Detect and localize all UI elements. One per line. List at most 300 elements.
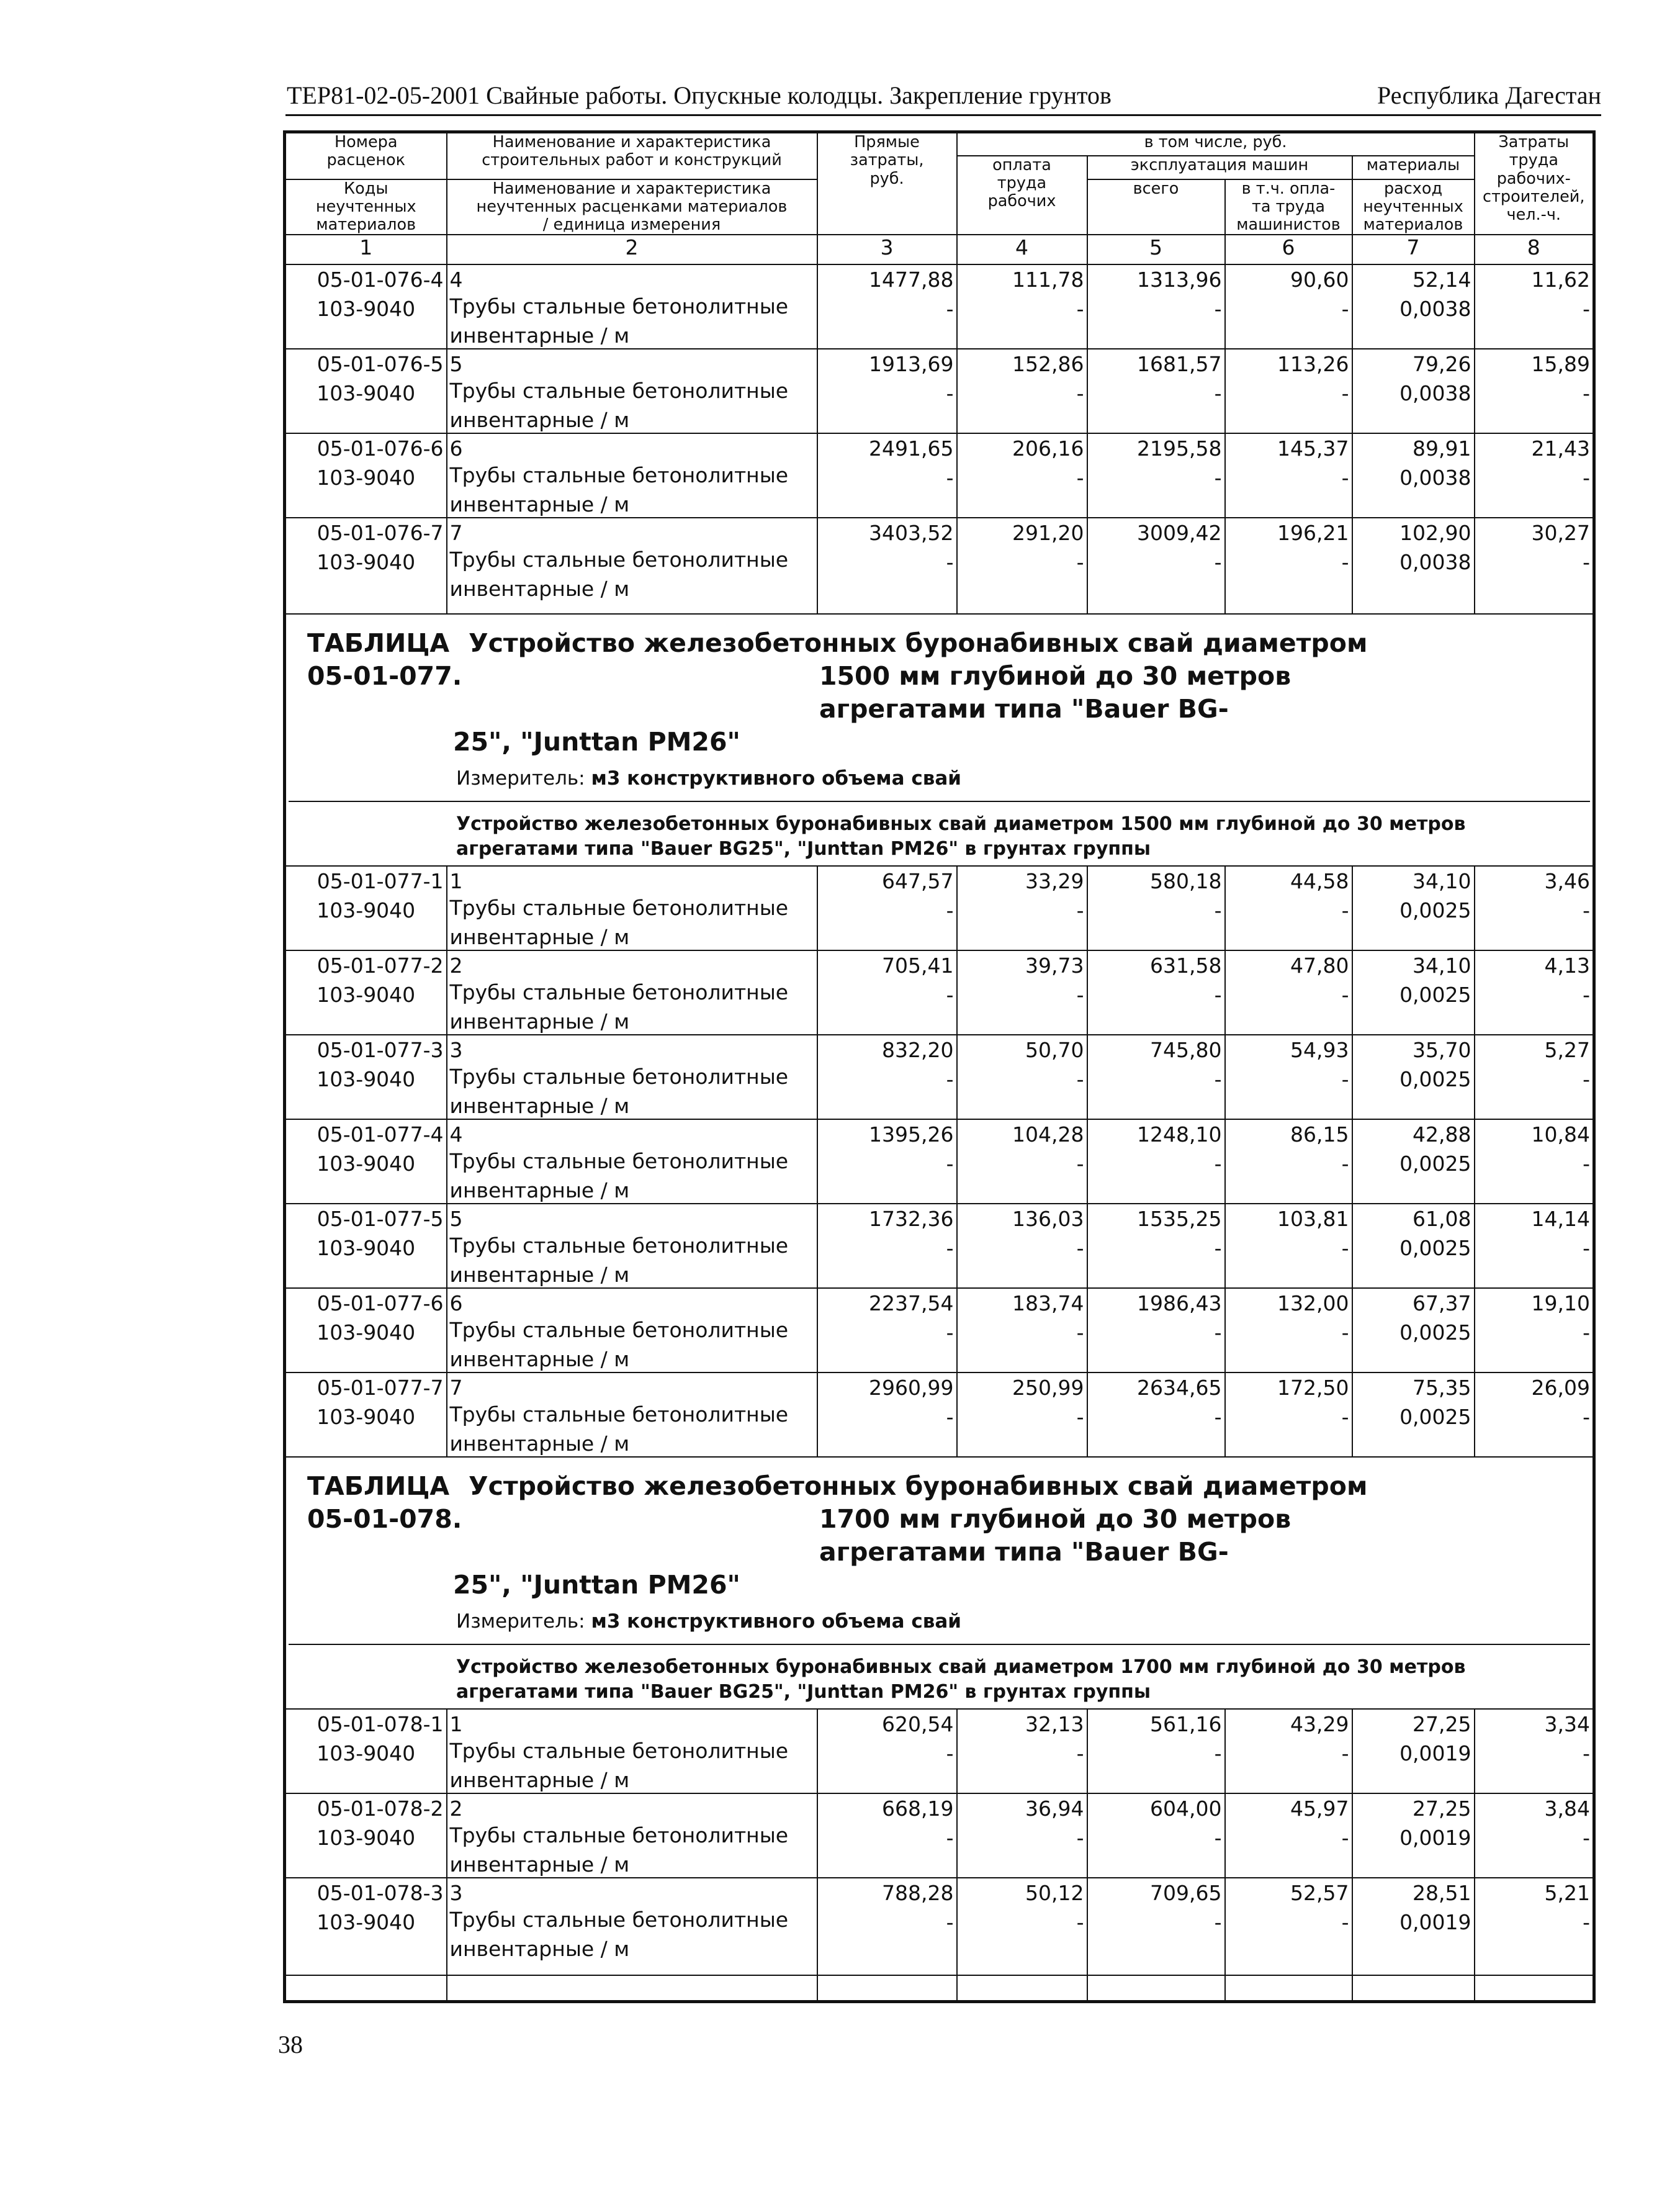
empty-cell <box>1352 1431 1475 1457</box>
rate-value-c7: 102,90 <box>1352 518 1475 548</box>
rate-value-c5: 709,65 <box>1087 1878 1225 1908</box>
material-name: Трубы стальные бетонолитные <box>447 980 817 1009</box>
empty-cell <box>1087 925 1225 950</box>
empty-cell <box>1225 492 1352 518</box>
empty-cell <box>957 1975 1087 2001</box>
rate-value-c3: 1732,36 <box>817 1204 957 1233</box>
material-dash-c6: - <box>1225 1318 1352 1347</box>
table-078-heading-line: 1700 мм глубиной до 30 метров агрегатами типа "Bauer BG- <box>819 1504 1291 1567</box>
empty-cell <box>817 1094 957 1119</box>
rate-value-c8: 3,46 <box>1475 866 1594 896</box>
rate-value-c4: 33,29 <box>957 866 1087 896</box>
material-row-cont <box>285 925 1594 950</box>
col-header-rate-number <box>285 132 447 179</box>
material-row-cont <box>285 408 1594 433</box>
labor-costs-header-line: чел.-ч. <box>1506 205 1561 225</box>
rate-value-c7: 27,25 <box>1352 1709 1475 1739</box>
spacer-row <box>285 1962 1594 1975</box>
column-number: 8 <box>1475 235 1594 264</box>
rate-row <box>285 1793 1594 1823</box>
table-077-subtitle-line: Устройство железобетонных буронабивных свай диаметром 1500 мм глубиной до 30 метров <box>456 813 1466 836</box>
empty-cell <box>1225 1263 1352 1288</box>
rate-row <box>285 1372 1594 1402</box>
rate-value-c6: 45,97 <box>1225 1793 1352 1823</box>
empty-cell <box>1475 1178 1594 1204</box>
empty-cell <box>285 1768 447 1793</box>
rate-value-c5: 580,18 <box>1087 866 1225 896</box>
table-077-measure-value: м3 конструктивного объема свай <box>591 767 961 790</box>
rate-code: 05-01-078-1 <box>285 1709 447 1739</box>
empty-cell <box>285 1937 447 1962</box>
operator-pay-header-line: в т.ч. опла- <box>1241 179 1336 198</box>
empty-cell <box>1352 1009 1475 1035</box>
material-consumption: 0,0025 <box>1352 1065 1475 1094</box>
rate-value-c5: 2634,65 <box>1087 1372 1225 1402</box>
material-consumption: 0,0038 <box>1352 463 1475 492</box>
material-code: 103-9040 <box>285 379 447 408</box>
empty-cell <box>1225 1852 1352 1878</box>
material-dash-c3: - <box>817 379 957 408</box>
material-dash-c3: - <box>817 1739 957 1768</box>
material-row <box>285 379 1594 408</box>
material-row <box>285 294 1594 323</box>
material-codes-header-line: неучтенных <box>315 197 416 216</box>
material-consumption-header-line: неучтенных <box>1363 197 1463 216</box>
rate-row <box>285 1204 1594 1233</box>
material-row-cont <box>285 577 1594 602</box>
empty-cell <box>817 1263 957 1288</box>
empty-cell <box>1475 492 1594 518</box>
material-dash-c8: - <box>1475 896 1594 925</box>
empty-cell <box>1087 1263 1225 1288</box>
material-consumption: 0,0025 <box>1352 1233 1475 1263</box>
col-header-including: в том числе, руб. <box>957 132 1475 156</box>
empty-cell <box>817 1852 957 1878</box>
material-row <box>285 548 1594 577</box>
rate-code: 05-01-077-6 <box>285 1288 447 1318</box>
empty-cell <box>285 1094 447 1119</box>
material-dash-c3: - <box>817 1149 957 1178</box>
rates-table <box>283 130 1596 2003</box>
column-number: 6 <box>1225 235 1352 264</box>
empty-cell <box>285 492 447 518</box>
material-row <box>285 1908 1594 1937</box>
material-name: Трубы стальные бетонолитные <box>447 1233 817 1263</box>
material-row <box>285 1149 1594 1178</box>
labor-costs-header-line: строителей, <box>1483 187 1585 206</box>
rate-value-c6: 44,58 <box>1225 866 1352 896</box>
material-name: Трубы стальные бетонолитные <box>447 463 817 492</box>
table-077-title-row <box>285 614 1594 866</box>
table-077-subtitle-line: агрегатами типа "Bauer BG25", "Junttan PM26" в грунтах группы <box>456 838 1151 860</box>
material-consumption: 0,0019 <box>1352 1739 1475 1768</box>
rate-value-c3: 1477,88 <box>817 264 957 294</box>
empty-cell <box>1087 1962 1225 1975</box>
page-number: 38 <box>278 2030 303 2058</box>
empty-cell <box>1475 1094 1594 1119</box>
rate-value-c6: 90,60 <box>1225 264 1352 294</box>
material-dash-c3: - <box>817 294 957 323</box>
material-row <box>285 1823 1594 1852</box>
rate-value-c4: 183,74 <box>957 1288 1087 1318</box>
material-dash-c5: - <box>1087 294 1225 323</box>
table-078-label: ТАБЛИЦА 05-01-078. <box>307 1471 462 1535</box>
material-dash-c4: - <box>957 1823 1087 1852</box>
empty-cell <box>1475 1263 1594 1288</box>
empty-cell <box>1087 1094 1225 1119</box>
empty-cell <box>1225 1975 1352 2001</box>
rate-value-c3: 3403,52 <box>817 518 957 548</box>
rate-value-c4: 32,13 <box>957 1709 1087 1739</box>
work-name-header-line: строительных работ и конструкций <box>482 151 782 170</box>
empty-cell <box>1225 408 1352 433</box>
material-dash-c6: - <box>1225 463 1352 492</box>
rate-value-c4: 152,86 <box>957 349 1087 379</box>
rate-value-c4: 50,70 <box>957 1035 1087 1065</box>
empty-cell <box>447 602 817 614</box>
empty-cell <box>1352 1263 1475 1288</box>
material-dash-c5: - <box>1087 1908 1225 1937</box>
material-consumption: 0,0019 <box>1352 1823 1475 1852</box>
empty-cell <box>1352 1347 1475 1372</box>
col-header-work-name <box>447 132 817 179</box>
empty-cell <box>1087 1178 1225 1204</box>
rate-value-c4: 36,94 <box>957 1793 1087 1823</box>
material-code: 103-9040 <box>285 1402 447 1431</box>
document-title: ТЕР81-02-05-2001 Свайные работы. Опускные колодцы. Закрепление грунтов <box>287 81 1112 109</box>
empty-cell <box>1225 577 1352 602</box>
material-row-cont <box>285 492 1594 518</box>
empty-cell <box>285 1431 447 1457</box>
material-consumption: 0,0019 <box>1352 1908 1475 1937</box>
rate-code: 05-01-076-4 <box>285 264 447 294</box>
empty-cell <box>1087 602 1225 614</box>
material-dash-c8: - <box>1475 1739 1594 1768</box>
rate-value-c5: 604,00 <box>1087 1793 1225 1823</box>
page-header <box>285 76 1601 116</box>
material-dash-c6: - <box>1225 294 1352 323</box>
empty-cell <box>285 1347 447 1372</box>
empty-cell <box>1087 1431 1225 1457</box>
empty-cell <box>1475 1962 1594 1975</box>
rate-row <box>285 1119 1594 1149</box>
rate-value-c8: 10,84 <box>1475 1119 1594 1149</box>
material-dash-c8: - <box>1475 1233 1594 1263</box>
material-consumption: 0,0038 <box>1352 548 1475 577</box>
empty-cell <box>1225 1937 1352 1962</box>
rate-name: 6 <box>447 433 817 463</box>
table-078-measure-label: Измеритель: <box>456 1610 585 1633</box>
material-dash-c5: - <box>1087 1402 1225 1431</box>
labor-pay-header-line: оплата <box>992 155 1051 174</box>
empty-cell <box>817 1347 957 1372</box>
direct-costs-header-line: Прямые <box>854 133 920 151</box>
work-name-header-line: Наименование и характеристика <box>492 133 771 151</box>
rate-value-c4: 39,73 <box>957 950 1087 980</box>
material-dash-c8: - <box>1475 1402 1594 1431</box>
rate-value-c6: 196,21 <box>1225 518 1352 548</box>
material-unit: инвентарные / м <box>447 1009 817 1035</box>
table-078-measure-value: м3 конструктивного объема свай <box>591 1610 961 1633</box>
empty-cell <box>957 1263 1087 1288</box>
material-dash-c4: - <box>957 463 1087 492</box>
material-code: 103-9040 <box>285 980 447 1009</box>
empty-cell <box>1475 1852 1594 1878</box>
empty-cell <box>817 602 957 614</box>
material-code: 103-9040 <box>285 294 447 323</box>
empty-cell <box>957 1962 1087 1975</box>
col-header-direct-costs <box>817 132 957 235</box>
rate-value-c3: 2237,54 <box>817 1288 957 1318</box>
material-dash-c3: - <box>817 1823 957 1852</box>
table-078-measure <box>289 1602 1590 1644</box>
material-dash-c3: - <box>817 1233 957 1263</box>
rate-value-c4: 104,28 <box>957 1119 1087 1149</box>
material-dash-c8: - <box>1475 1149 1594 1178</box>
rate-value-c3: 2960,99 <box>817 1372 957 1402</box>
rate-value-c7: 67,37 <box>1352 1288 1475 1318</box>
direct-costs-header-line: затраты, <box>850 151 924 170</box>
rate-value-c8: 15,89 <box>1475 349 1594 379</box>
labor-costs-header-line: рабочих- <box>1496 169 1571 188</box>
material-name: Трубы стальные бетонолитные <box>447 1065 817 1094</box>
col-header-operator-pay <box>1225 179 1352 235</box>
material-dash-c5: - <box>1087 1149 1225 1178</box>
material-codes-header-line: материалов <box>316 215 416 235</box>
empty-cell <box>1352 602 1475 614</box>
col-header-machines: эксплуатация машин <box>1087 156 1352 179</box>
material-row-cont <box>285 1094 1594 1119</box>
material-dash-c3: - <box>817 1908 957 1937</box>
empty-cell <box>285 925 447 950</box>
rate-value-c3: 788,28 <box>817 1878 957 1908</box>
rate-name: 4 <box>447 1119 817 1149</box>
material-row-cont <box>285 1431 1594 1457</box>
empty-cell <box>1475 408 1594 433</box>
labor-pay-header-line: рабочих <box>987 192 1056 211</box>
rate-value-c7: 27,25 <box>1352 1793 1475 1823</box>
material-dash-c5: - <box>1087 1823 1225 1852</box>
table-077-measure <box>289 759 1590 801</box>
material-dash-c4: - <box>957 1908 1087 1937</box>
empty-cell <box>1087 492 1225 518</box>
table-078-title <box>289 1458 1590 1602</box>
rate-code: 05-01-077-7 <box>285 1372 447 1402</box>
header-row-1 <box>285 132 1594 156</box>
rate-value-c6: 103,81 <box>1225 1204 1352 1233</box>
empty-cell <box>1225 1009 1352 1035</box>
empty-cell <box>285 1975 447 2001</box>
column-number: 7 <box>1352 235 1475 264</box>
rate-code: 05-01-077-2 <box>285 950 447 980</box>
empty-cell <box>1087 408 1225 433</box>
rate-value-c5: 1313,96 <box>1087 264 1225 294</box>
table-077-heading-line: 1500 мм глубиной до 30 метров агрегатами типа "Bauer BG- <box>819 661 1291 724</box>
material-dash-c6: - <box>1225 896 1352 925</box>
empty-cell <box>957 1431 1087 1457</box>
rate-value-c5: 3009,42 <box>1087 518 1225 548</box>
table-078-subtitle <box>289 1644 1590 1708</box>
spacer-row <box>285 602 1594 614</box>
rate-number-header-line: расценок <box>326 151 406 170</box>
material-dash-c4: - <box>957 1065 1087 1094</box>
material-row <box>285 1318 1594 1347</box>
material-dash-c4: - <box>957 1149 1087 1178</box>
col-header-material-codes <box>285 179 447 235</box>
empty-cell <box>957 1094 1087 1119</box>
material-dash-c5: - <box>1087 379 1225 408</box>
rate-value-c3: 832,20 <box>817 1035 957 1065</box>
material-name: Трубы стальные бетонолитные <box>447 1149 817 1178</box>
table-078-heading-line: 25", "Junttan PM26" <box>453 1570 740 1600</box>
material-unit: инвентарные / м <box>447 323 817 349</box>
rate-value-c3: 1913,69 <box>817 349 957 379</box>
material-dash-c6: - <box>1225 980 1352 1009</box>
rate-row <box>285 1035 1594 1065</box>
rate-value-c4: 111,78 <box>957 264 1087 294</box>
rate-value-c8: 5,27 <box>1475 1035 1594 1065</box>
rate-value-c3: 1395,26 <box>817 1119 957 1149</box>
material-code: 103-9040 <box>285 1233 447 1263</box>
rate-row <box>285 518 1594 548</box>
rate-name: 2 <box>447 1793 817 1823</box>
rate-value-c5: 631,58 <box>1087 950 1225 980</box>
rate-value-c8: 21,43 <box>1475 433 1594 463</box>
empty-cell <box>1087 1347 1225 1372</box>
material-code: 103-9040 <box>285 548 447 577</box>
rate-code: 05-01-077-1 <box>285 866 447 896</box>
material-row-cont <box>285 1937 1594 1962</box>
empty-cell <box>817 1768 957 1793</box>
rate-value-c7: 34,10 <box>1352 950 1475 980</box>
empty-cell <box>1225 1347 1352 1372</box>
material-row <box>285 980 1594 1009</box>
material-name: Трубы стальные бетонолитные <box>447 1402 817 1431</box>
col-header-machines-total: всего <box>1087 179 1225 235</box>
material-code: 103-9040 <box>285 1823 447 1852</box>
empty-cell <box>1225 1768 1352 1793</box>
table-077-label: ТАБЛИЦА 05-01-077. <box>307 628 462 692</box>
material-dash-c8: - <box>1475 1823 1594 1852</box>
rate-row <box>285 264 1594 294</box>
rate-value-c6: 132,00 <box>1225 1288 1352 1318</box>
empty-cell <box>817 1937 957 1962</box>
material-dash-c5: - <box>1087 1739 1225 1768</box>
operator-pay-header-line: та труда <box>1252 197 1325 216</box>
rate-value-c5: 1681,57 <box>1087 349 1225 379</box>
empty-cell <box>1087 1937 1225 1962</box>
empty-cell <box>1475 1937 1594 1962</box>
rate-row <box>285 433 1594 463</box>
empty-cell <box>1475 1975 1594 2001</box>
rate-value-c4: 291,20 <box>957 518 1087 548</box>
material-name: Трубы стальные бетонолитные <box>447 548 817 577</box>
empty-cell <box>285 1009 447 1035</box>
table-077-heading-line: 25", "Junttan PM26" <box>453 727 740 757</box>
material-dash-c6: - <box>1225 548 1352 577</box>
material-name: Трубы стальные бетонолитные <box>447 1908 817 1937</box>
material-code: 103-9040 <box>285 1149 447 1178</box>
empty-cell <box>817 925 957 950</box>
empty-cell <box>957 925 1087 950</box>
material-code: 103-9040 <box>285 1739 447 1768</box>
material-code: 103-9040 <box>285 896 447 925</box>
material-name: Трубы стальные бетонолитные <box>447 896 817 925</box>
rate-code: 05-01-077-5 <box>285 1204 447 1233</box>
column-numbers-row <box>285 235 1594 264</box>
empty-cell <box>285 1263 447 1288</box>
rate-value-c5: 1986,43 <box>1087 1288 1225 1318</box>
material-dash-c4: - <box>957 1739 1087 1768</box>
material-names-header-line: / единица измерения <box>542 215 721 235</box>
rate-value-c3: 668,19 <box>817 1793 957 1823</box>
column-number: 4 <box>957 235 1087 264</box>
material-dash-c4: - <box>957 896 1087 925</box>
rate-row <box>285 866 1594 896</box>
empty-cell <box>1475 1431 1594 1457</box>
material-dash-c6: - <box>1225 1823 1352 1852</box>
material-dash-c8: - <box>1475 548 1594 577</box>
empty-cell <box>1352 1975 1475 2001</box>
empty-cell <box>957 577 1087 602</box>
material-dash-c6: - <box>1225 1739 1352 1768</box>
col-header-material-names <box>447 179 817 235</box>
rate-value-c5: 745,80 <box>1087 1035 1225 1065</box>
rate-name: 5 <box>447 349 817 379</box>
rate-value-c8: 3,84 <box>1475 1793 1594 1823</box>
empty-cell <box>957 1178 1087 1204</box>
empty-cell <box>1352 1937 1475 1962</box>
rate-value-c5: 1535,25 <box>1087 1204 1225 1233</box>
material-row-cont <box>285 1263 1594 1288</box>
rate-value-c8: 26,09 <box>1475 1372 1594 1402</box>
empty-cell <box>817 1009 957 1035</box>
rate-row <box>285 950 1594 980</box>
material-dash-c8: - <box>1475 980 1594 1009</box>
material-name: Трубы стальные бетонолитные <box>447 1318 817 1347</box>
rate-code: 05-01-077-4 <box>285 1119 447 1149</box>
empty-cell <box>957 492 1087 518</box>
material-dash-c8: - <box>1475 1065 1594 1094</box>
rate-code: 05-01-076-7 <box>285 518 447 548</box>
empty-cell <box>1087 1009 1225 1035</box>
material-consumption: 0,0025 <box>1352 1318 1475 1347</box>
material-unit: инвентарные / м <box>447 1937 817 1962</box>
empty-cell <box>1352 323 1475 349</box>
rate-value-c8: 30,27 <box>1475 518 1594 548</box>
empty-cell <box>1475 925 1594 950</box>
material-dash-c4: - <box>957 980 1087 1009</box>
rate-code: 05-01-077-3 <box>285 1035 447 1065</box>
column-number: 1 <box>285 235 447 264</box>
material-dash-c8: - <box>1475 379 1594 408</box>
col-header-materials: материалы <box>1352 156 1475 179</box>
empty-cell <box>817 1431 957 1457</box>
material-unit: инвентарные / м <box>447 1852 817 1878</box>
operator-pay-header-line: машинистов <box>1236 215 1341 235</box>
empty-cell <box>957 1347 1087 1372</box>
rate-name: 5 <box>447 1204 817 1233</box>
empty-last-row <box>285 1975 1594 2001</box>
empty-cell <box>285 602 447 614</box>
rate-value-c7: 89,91 <box>1352 433 1475 463</box>
material-consumption: 0,0025 <box>1352 896 1475 925</box>
rate-value-c8: 3,34 <box>1475 1709 1594 1739</box>
rate-value-c7: 34,10 <box>1352 866 1475 896</box>
empty-cell <box>957 1768 1087 1793</box>
empty-cell <box>817 577 957 602</box>
material-dash-c8: - <box>1475 463 1594 492</box>
